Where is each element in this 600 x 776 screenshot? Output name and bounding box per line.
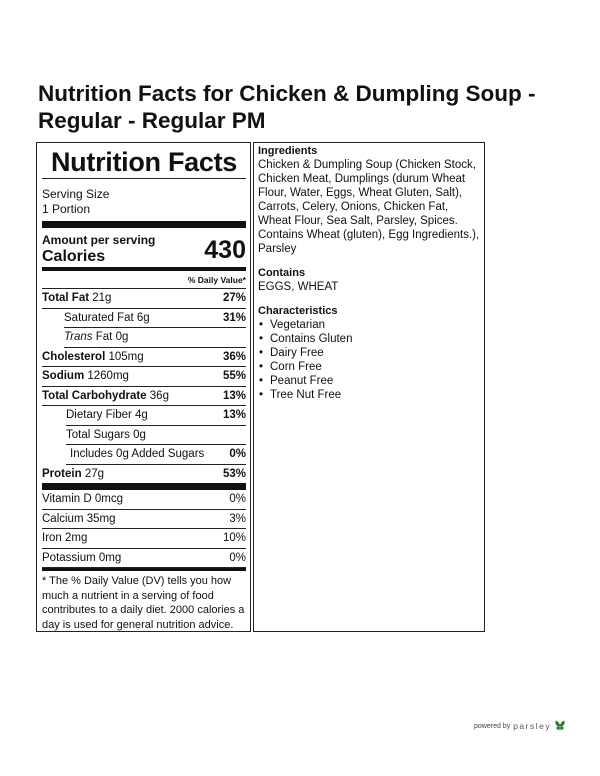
parsley-leaf-icon (554, 720, 566, 732)
vitamin-amount: 2mg (65, 532, 88, 544)
calories-value: 430 (204, 236, 246, 264)
nutrient-name: Dietary Fiber (66, 409, 132, 421)
vitamin-name: Calcium (42, 512, 84, 525)
vitamin-row-iron (42, 529, 246, 549)
ingredients-panel (253, 142, 485, 632)
vitamin-dv: 3% (229, 512, 246, 525)
nutrient-name: Total Fat (42, 292, 90, 304)
serving-size (42, 187, 246, 217)
nutrient-amount: 4g (135, 409, 148, 421)
ingredients-heading: Ingredients (258, 145, 318, 157)
nutrient-row-total-carbohydrate (42, 387, 246, 407)
calories-row (42, 228, 246, 264)
nutrient-row-trans-fat (64, 328, 246, 348)
calories-label: Calories (42, 248, 106, 265)
contains-text: EGGS, WHEAT (258, 281, 339, 293)
vitamin-row-potassium (42, 549, 246, 569)
divider (42, 178, 246, 179)
nutrient-dv: 55% (222, 370, 246, 382)
powered-by-text: powered by (474, 722, 511, 730)
nutrient-amount: 0g (115, 331, 129, 343)
nutrition-facts-label (36, 142, 251, 632)
daily-value-footnote: * The % Daily Value (DV) tells you how much a nutrient in a serving of food contributes to a daily diet. 2000 calories a day is used for general nutrition advice. (42, 575, 245, 631)
vitamin-amount: 0mcg (94, 493, 123, 505)
nutrient-name: Total Sugars (66, 428, 130, 441)
list-item: • Peanut Free (270, 374, 480, 388)
vitamin-row-calcium (42, 510, 246, 530)
nutrient-amount: 0g (133, 428, 146, 441)
thick-divider (42, 483, 246, 490)
thick-divider (42, 221, 246, 228)
vitamin-dv: 0% (229, 493, 246, 505)
brand-name: parsley (513, 721, 552, 731)
nutrient-amount: 6g (136, 311, 150, 324)
characteristics-heading: Characteristics (258, 305, 338, 317)
nutrient-name: Includes (70, 448, 113, 460)
nutrient-amount: 27g (84, 467, 105, 480)
nutrient-dv: 13% (222, 389, 246, 402)
vitamin-name: Potassium (42, 551, 96, 564)
vitamin-row-vitamin-d (42, 490, 246, 510)
vitamin-amount: 35mg (86, 512, 116, 525)
nutrient-amount: 1260mg (87, 370, 129, 382)
list-item: • Tree Nut Free (270, 388, 480, 402)
nutrient-row-protein (42, 465, 246, 484)
nutrient-dv: 36% (222, 350, 246, 363)
ingredients-text: Chicken & Dumpling Soup (Chicken Stock, Chicken Meat, Dumplings (durum Wheat Flour, Water, Eggs, Wheat Gluten, Salt), Carrots, Celery, Onions, Chicken Fat, Wheat Flour, Sea Salt, Parsley, Spices. Contains Wheat (gluten), Egg Ingredients.), Parsley (258, 159, 480, 255)
nutrient-amount: 0g Added Sugars (116, 448, 205, 460)
nutrition-facts-heading: Nutrition Facts (50, 147, 237, 177)
list-item: • Contains Gluten (270, 332, 480, 346)
nutrient-dv: 31% (222, 311, 246, 324)
vitamin-name: Vitamin D (42, 493, 92, 505)
nutrient-dv: 27% (222, 292, 246, 304)
nutrient-row-dietary-fiber (66, 406, 246, 426)
nutrient-row-cholesterol (42, 348, 246, 368)
vitamin-name: Iron (42, 532, 62, 544)
nutrient-row-saturated-fat (64, 309, 246, 329)
list-item: • Corn Free (270, 360, 480, 374)
contains-heading: Contains (258, 267, 306, 279)
list-item: • Dairy Free (270, 346, 480, 360)
nutrient-amount: 36g (149, 389, 169, 402)
serving-size-value: 1 Portion (42, 202, 91, 216)
nutrient-dv: 0% (229, 448, 246, 460)
nutrient-row-total-sugars (66, 426, 246, 446)
nutrient-name: Trans (64, 331, 93, 343)
powered-by-badge[interactable] (474, 720, 566, 732)
page-title: Nutrition Facts for Chicken & Dumpling Soup - Regular - Regular PM (38, 81, 536, 133)
serving-size-label: Serving Size (42, 187, 110, 201)
nutrient-suffix: Fat (95, 331, 113, 343)
nutrient-name: Sodium (42, 370, 85, 382)
vitamin-amount: 0mg (98, 551, 122, 564)
nutrient-amount: 105mg (108, 350, 144, 363)
nutrient-name: Cholesterol (42, 350, 106, 363)
vitamin-dv: 0% (229, 551, 246, 564)
nutrient-row-total-fat (42, 289, 246, 309)
nutrient-dv: 53% (222, 467, 246, 480)
amount-per-serving: Amount per serving (42, 233, 156, 247)
characteristics-list (258, 318, 480, 402)
nutrient-name: Protein (42, 467, 82, 480)
nutrient-name: Total Carbohydrate (42, 389, 147, 402)
nutrient-amount: 21g (92, 292, 112, 304)
nutrient-row-sodium (42, 367, 246, 387)
nutrient-name: Saturated Fat (64, 311, 134, 324)
list-item: • Vegetarian (270, 318, 480, 332)
daily-value-header: % Daily Value* (42, 271, 246, 289)
vitamin-dv: 10% (222, 532, 246, 544)
nutrient-row-added-sugars (66, 445, 246, 465)
nutrient-dv: 13% (222, 409, 246, 421)
